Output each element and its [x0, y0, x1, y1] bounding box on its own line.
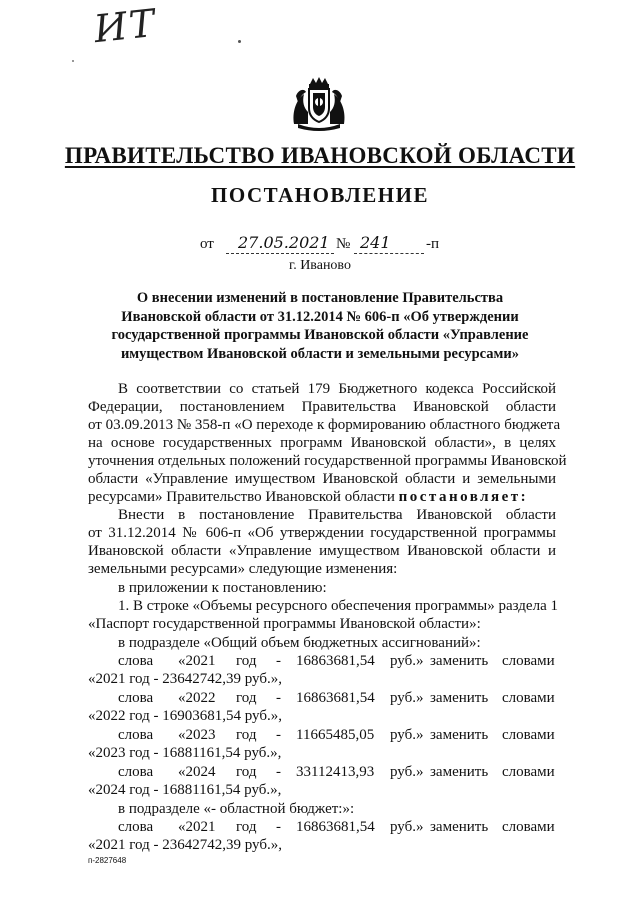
item-line: «Паспорт государственной программы Ивановской области»:	[88, 616, 481, 632]
replace-cell: заменить	[430, 727, 489, 743]
body-line: земельными ресурсами» следующие изменения:	[88, 561, 398, 577]
body-line: Федерации, постановлением Правительства Ивановской области	[88, 399, 556, 415]
with-cell: словами	[502, 819, 555, 835]
scan-speck	[72, 60, 74, 62]
dash-cell: -	[276, 727, 281, 743]
body-line: от 31.12.2014 № 606-п «Об утверждении государственной программы	[88, 525, 556, 541]
year-cell: «2023	[178, 727, 216, 743]
rub-cell: руб.»	[390, 819, 424, 835]
amount-cell: 33112413,93	[296, 764, 375, 780]
with-cell: словами	[502, 690, 555, 706]
rub-cell: руб.»	[390, 653, 424, 669]
year-cell: «2022	[178, 690, 216, 706]
scan-speck	[238, 40, 241, 43]
subsection-line: в подразделе «- областной бюджет:»:	[118, 801, 355, 817]
words-cell: слова	[118, 653, 154, 669]
decree-subject	[100, 289, 540, 363]
dash-cell: -	[276, 690, 281, 706]
year-cell: «2021	[178, 653, 216, 669]
words-cell: слова	[118, 819, 154, 835]
coat-of-arms-emblem	[290, 74, 348, 132]
replace-cell: заменить	[430, 690, 489, 706]
from-label: от	[200, 236, 214, 252]
handwritten-number: 241	[360, 233, 391, 252]
body-line: области «Управление имуществом Ивановской области и земельными	[88, 471, 556, 487]
decree-word: постановляет:	[398, 489, 529, 505]
item-line: 1. В строке «Объемы ресурсного обеспечения программы» раздела 1	[118, 598, 558, 614]
replacement-new-text: «2021 год - 23642742,39 руб.»,	[88, 837, 282, 853]
body-text: ресурсами» Правительство Ивановской области	[88, 489, 395, 505]
words-cell: слова	[118, 764, 154, 780]
replacement-new-text: «2023 год - 16881161,54 руб.»,	[88, 745, 282, 761]
rub-cell: руб.»	[390, 764, 424, 780]
dash-cell: -	[276, 764, 281, 780]
body-line	[88, 488, 528, 506]
document-code: п-2827648	[88, 856, 127, 865]
replace-cell: заменить	[430, 819, 489, 835]
replace-cell: заменить	[430, 764, 489, 780]
handwritten-date: 27.05.2021	[238, 233, 330, 252]
god-cell: год	[236, 819, 257, 835]
number-suffix: -п	[426, 236, 440, 252]
god-cell: год	[236, 764, 257, 780]
replacement-new-text: «2022 год - 16903681,54 руб.»,	[88, 708, 282, 724]
amount-cell: 16863681,54	[296, 690, 375, 706]
with-cell: словами	[502, 653, 555, 669]
with-cell: словами	[502, 764, 555, 780]
god-cell: год	[236, 727, 257, 743]
body-line: на основе государственных программ Ивановской области», в целях	[88, 435, 556, 451]
body-line: в приложении к постановлению:	[118, 580, 327, 596]
amount-cell: 11665485,05	[296, 727, 375, 743]
with-cell: словами	[502, 727, 555, 743]
subsection-line: в подразделе «Общий объем бюджетных ассигнований»:	[118, 635, 481, 651]
replacement-new-text: «2021 год - 23642742,39 руб.»,	[88, 671, 282, 687]
handwritten-mark: ИТ	[91, 0, 159, 52]
year-cell: «2021	[178, 819, 216, 835]
rub-cell: руб.»	[390, 727, 424, 743]
words-cell: слова	[118, 690, 154, 706]
subject-line: государственной программы Ивановской области «Управление	[111, 327, 529, 343]
subject-line: Ивановской области от 31.12.2014 № 606-п «Об утверждении	[121, 308, 519, 325]
number-label: №	[336, 236, 351, 252]
document-type: ПОСТАНОВЛЕНИЕ	[211, 183, 429, 207]
words-cell: слова	[118, 727, 154, 743]
body-line: Внести в постановление Правительства Ивановской области	[118, 507, 556, 523]
subject-line: О внесении изменений в постановление Правительства	[136, 290, 504, 306]
body-line: уточнения отдельных положений государственной программы Ивановской	[88, 453, 567, 469]
replace-cell: заменить	[430, 653, 489, 669]
dash-cell: -	[276, 653, 281, 669]
rub-cell: руб.»	[390, 690, 424, 706]
amount-cell: 16863681,54	[296, 819, 375, 835]
subject-line: имуществом Ивановской области и земельными ресурсами»	[120, 345, 520, 362]
body-line: от 03.09.2013 № 358-п «О переходе к формированию областного бюджета	[88, 417, 561, 433]
god-cell: год	[236, 653, 257, 669]
date-underline	[226, 253, 334, 254]
dash-cell: -	[276, 819, 281, 835]
date-number-line	[200, 233, 460, 256]
year-cell: «2024	[178, 764, 216, 780]
replacement-new-text: «2024 год - 16881161,54 руб.»,	[88, 782, 282, 798]
amount-cell: 16863681,54	[296, 653, 375, 669]
city: г. Иваново	[289, 258, 351, 273]
number-underline	[354, 253, 424, 254]
body-line: В соответствии со статьей 179 Бюджетного кодекса Российской	[118, 381, 556, 397]
body-line: Ивановской области «Управление имуществом Ивановской области и	[88, 543, 556, 559]
god-cell: год	[236, 690, 257, 706]
government-title: ПРАВИТЕЛЬСТВО ИВАНОВСКОЙ ОБЛАСТИ	[64, 143, 576, 168]
